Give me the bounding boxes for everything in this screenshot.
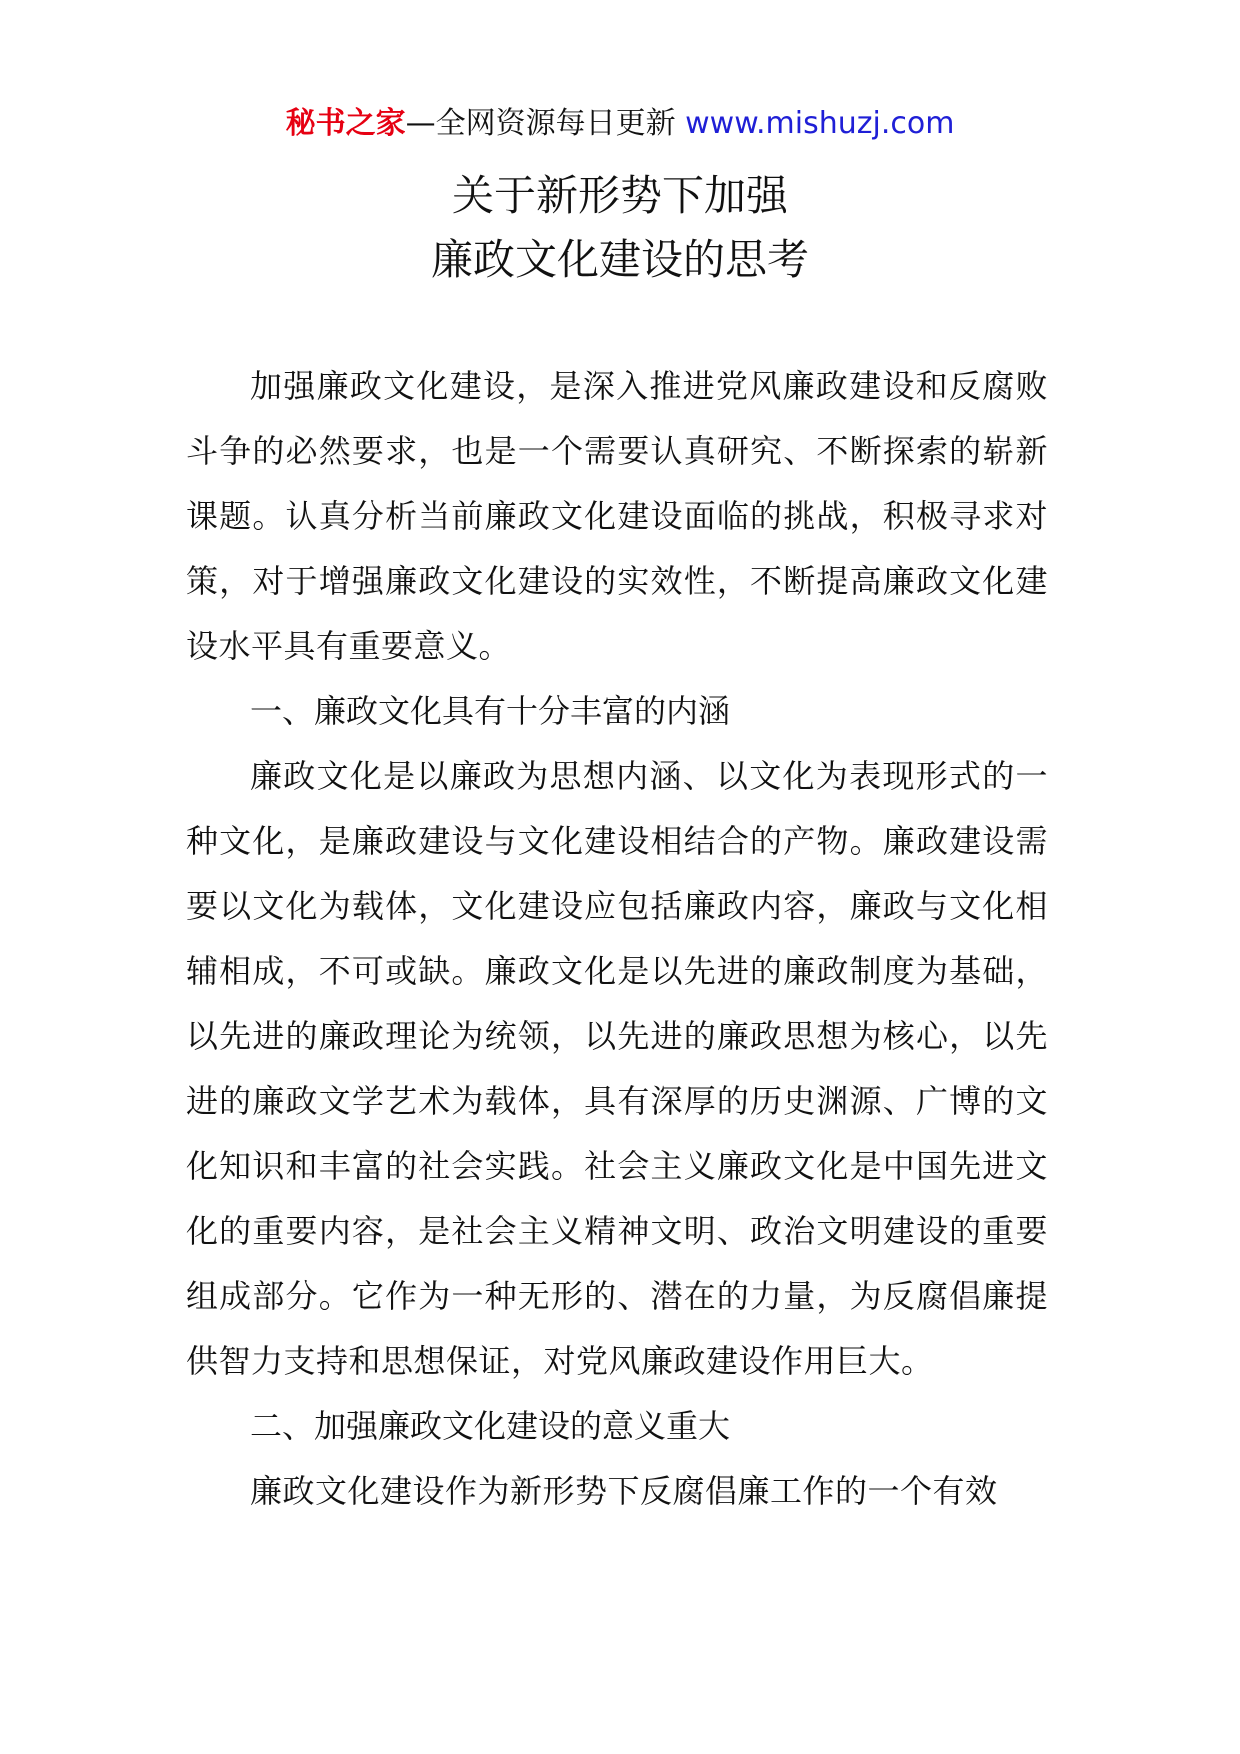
site-url-link[interactable]: www.mishuzj.com: [685, 106, 955, 141]
site-header: [0, 104, 1240, 144]
title-line-2: 廉政文化建设的思考: [430, 235, 809, 284]
paragraph-connotation: 廉政文化是以廉政为思想内涵、以文化为表现形式的一种文化，是廉政建设与文化建设相结合的产物。廉政建设需要以文化为载体，文化建设应包括廉政内容，廉政与文化相辅相成，不可或缺。廉政文化是以先进的廉政制度为基础，以先进的廉政理论为统领，以先进的廉政思想为核心，以先进的廉政文学艺术为载体，具有深厚的历史渊源、广博的文化知识和丰富的社会实践。社会主义廉政文化是中国先进文化的重要内容，是社会主义精神文明、政治文明建设的重要组成部分。它作为一种无形的、潜在的力量，为反腐倡廉提供智力支持和思想保证，对党风廉政建设作用巨大。: [186, 757, 1048, 1380]
brand-name: 秘书之家: [285, 106, 406, 141]
document-title: [0, 164, 1240, 292]
document-body: [186, 354, 1048, 1524]
paragraph-intro: 加强廉政文化建设，是深入推进党风廉政建设和反腐败斗争的必然要求，也是一个需要认真研究、不断探索的崭新课题。认真分析当前廉政文化建设面临的挑战，积极寻求对策，对于增强廉政文化建设的实效性，不断提高廉政文化建设水平具有重要意义。: [186, 367, 1048, 665]
section-heading-2: 二、加强廉政文化建设的意义重大: [250, 1407, 731, 1445]
section-heading-1: 一、廉政文化具有十分丰富的内涵: [250, 692, 731, 730]
paragraph-significance: 廉政文化建设作为新形势下反腐倡廉工作的一个有效: [250, 1472, 998, 1510]
header-slogan: —全网资源每日更新: [405, 106, 676, 141]
title-line-1: 关于新形势下加强: [451, 171, 788, 220]
